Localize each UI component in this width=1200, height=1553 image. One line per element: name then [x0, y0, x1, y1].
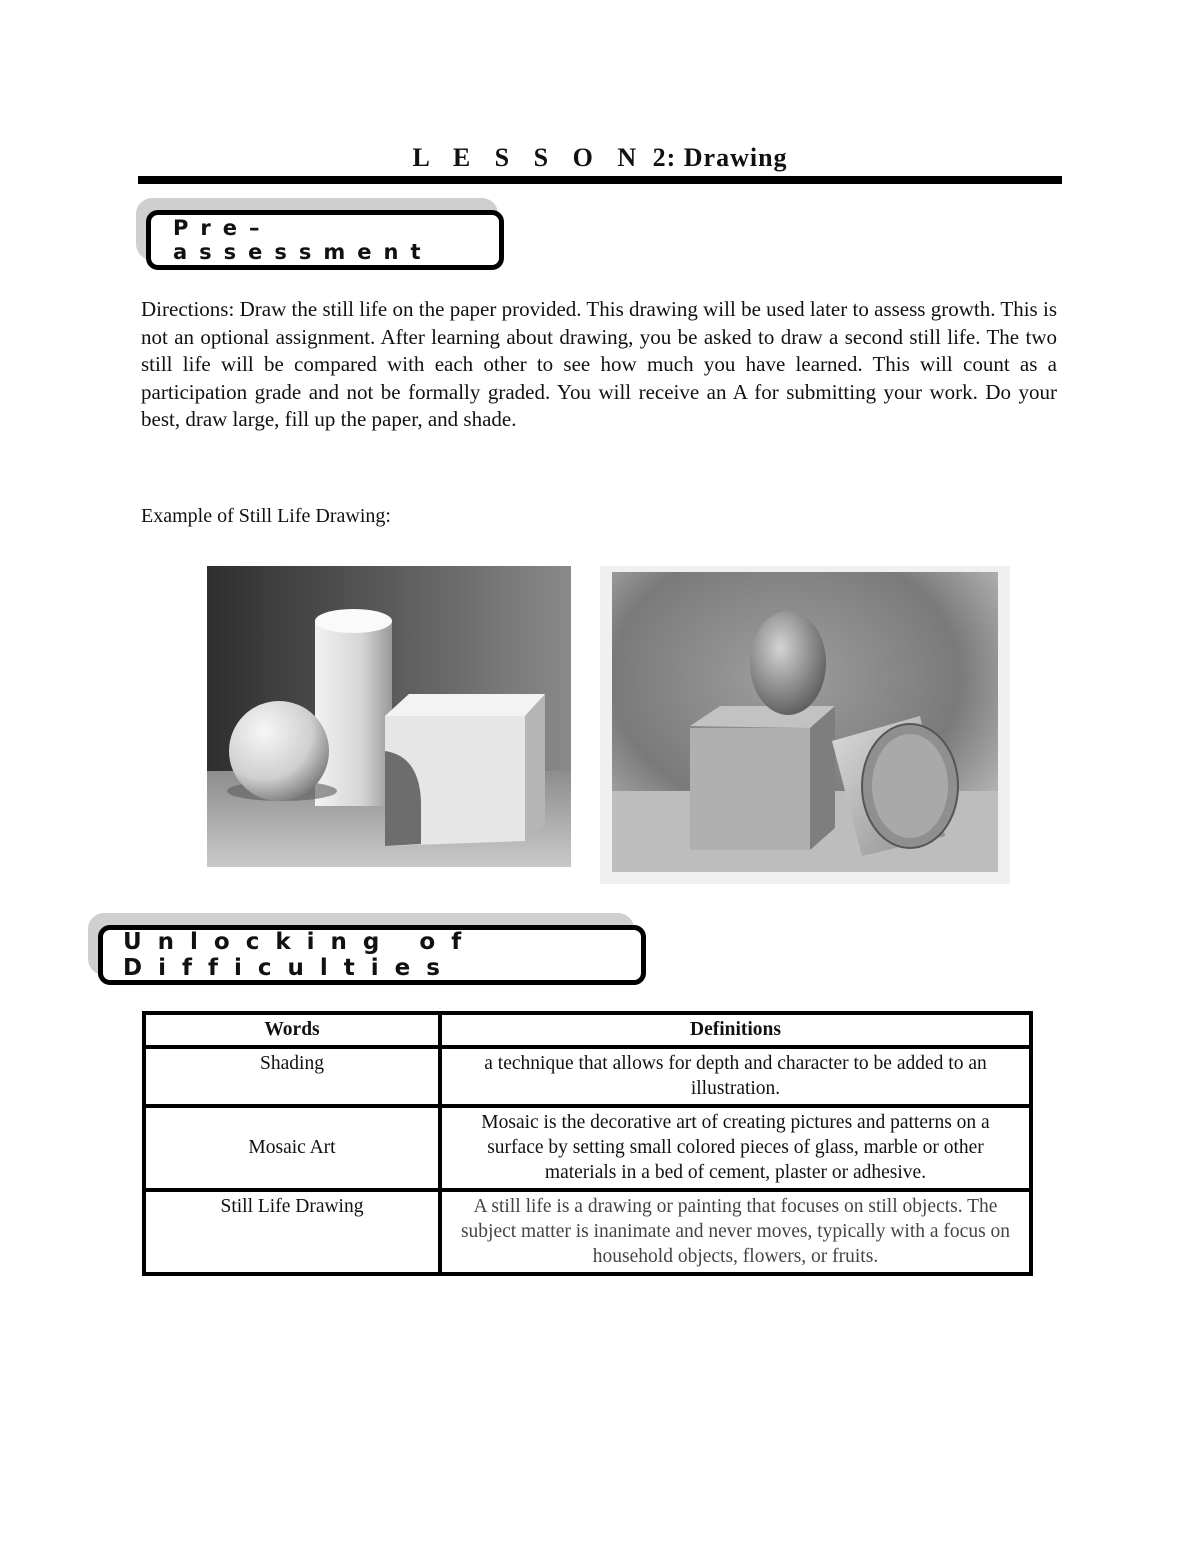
definition-cell: A still life is a drawing or painting that focuses on still objects. The subject matter is inanimate and never moves, typically with a focus on household objects, flowers, or fruits. [440, 1190, 1031, 1274]
still-life-photo [207, 566, 571, 867]
word-cell: Still Life Drawing [144, 1190, 440, 1274]
lesson-title-rest: 2: Drawing [652, 143, 788, 172]
directions-text: Directions: Draw the still life on the paper provided. This drawing will be used later to assess growth. This is not an optional assignment. After learning about drawing, you be asked to draw a second still life. The two still life will be compared with each other to see how much you have learned. This will count as a participation grade and not be formally graded. You will receive an A for submitting your work. Do your best, draw large, fill up the paper, and shade. [141, 297, 1057, 431]
still-life-drawing-graphic [600, 566, 1010, 884]
table-header-row [144, 1013, 1031, 1047]
pre-assessment-heading: Pre–assessment [146, 210, 504, 270]
still-life-drawing [600, 566, 1010, 884]
header-words: Words [144, 1013, 440, 1047]
table-row [144, 1106, 1031, 1190]
table-row [144, 1047, 1031, 1106]
unlocking-heading: Unlocking of Difficulties [98, 925, 646, 985]
lesson-title-prefix: L E S S O N [412, 143, 646, 172]
lesson-title [0, 143, 1200, 173]
header-definitions: Definitions [440, 1013, 1031, 1047]
word-cell: Shading [144, 1047, 440, 1106]
definition-cell: Mosaic is the decorative art of creating pictures and patterns on a surface by setting small colored pieces of glass, marble or other materials in a bed of cement, plaster or adhesive. [440, 1106, 1031, 1190]
title-rule [138, 176, 1062, 184]
table-row [144, 1190, 1031, 1274]
vocabulary-table [142, 1011, 1033, 1276]
definition-cell: a technique that allows for depth and character to be added to an illustration. [440, 1047, 1031, 1106]
example-label: Example of Still Life Drawing: [141, 505, 391, 527]
still-life-photo-graphic [207, 566, 571, 867]
word-cell: Mosaic Art [144, 1106, 440, 1190]
